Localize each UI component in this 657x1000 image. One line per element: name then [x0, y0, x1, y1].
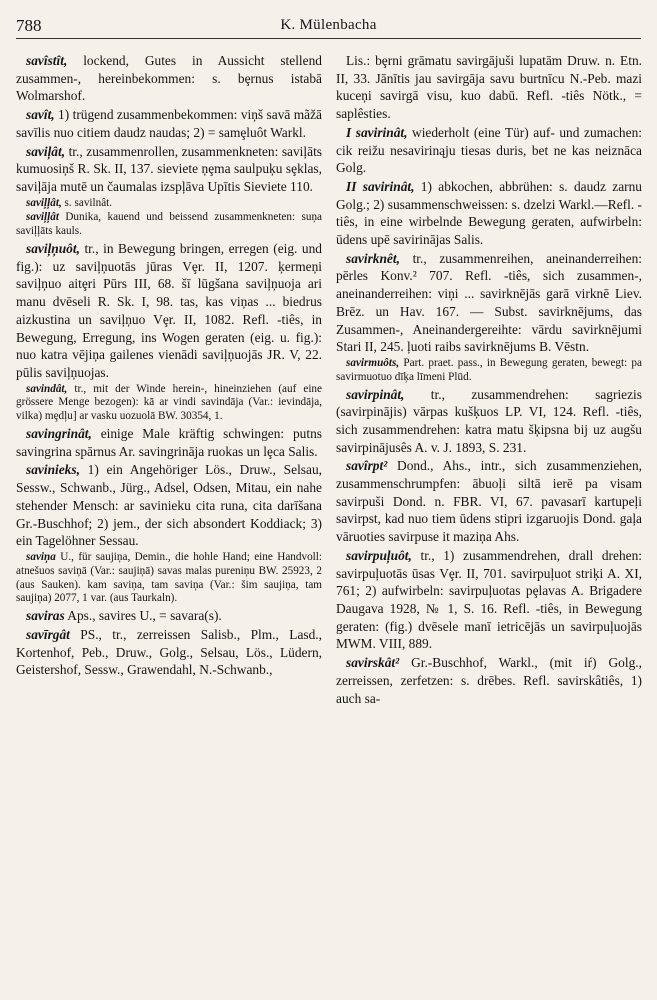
dictionary-entry — [336, 250, 642, 356]
running-head: K. Mülenbacha — [280, 17, 377, 33]
entry-definition: Lis.: bȩrni grāmatu savirgājuši lupatām Druw. n. Etn. II, 33. Jānītis jau savirgāja savu burtnīcu N.-Peb. mazi kuceņi savirgā visu, kuo dabū. Refl. -tiês Nötk., = saplêsties. — [336, 53, 642, 122]
entry-definition: tr., mit der Winde herein-, hineinziehen (auf eine grössere Menge bezogen): kā ar vindi savindāja (Var.: ievindāja, vilka) mȩdļu] ar vasku uozuolā BW. 30354, 1. — [16, 382, 322, 423]
entry-definition: tr., in Bewegung bringen, erregen (eig. und fig.): uz saviļņuotās jūras Vȩr. II, 1207. ķermeņi saviļņuo aitȩri Pūrs III, 68. šī lūgšana saviļņuoja ari manu dvēseli R. Sk. I, 98. tas, kas viņas ... biedrus aizkustina un saviļņuo Vȩr. II, 1082. Refl. -tiês, in Bewegung, Erregung, ins Wogen geraten (eig. u. fig.): nuo katra vējiņa gailenes vienādi saviļņuojās JR. V, 22. pūlis saviļņuojas. — [16, 241, 322, 380]
dictionary-entry — [16, 143, 322, 196]
entry-definition: Aps., savires U., = savara(s). — [64, 608, 222, 624]
dictionary-entry — [16, 607, 322, 625]
entry-definition: Gr.-Buschhof, Warkl., (mit iŕ) Golg., zerreissen, zerfetzen: s. drēbes. Refl. savirskâtiês, 1) auch sa- — [336, 655, 642, 706]
entry-headword: I savirinât, — [346, 124, 408, 140]
entry-headword: savirknêt, — [346, 250, 400, 266]
entry-definition: 1) trügend zusammenbekommen: viņš savā mãžā savīlis nuo citiem daudz naudas; 2) = samȩluôt Warkl. — [16, 107, 322, 140]
page-header — [16, 14, 641, 39]
entry-headword: savirpuļuôt, — [346, 547, 412, 563]
entry-headword: saviļļât, — [26, 196, 62, 209]
dictionary-entry — [336, 178, 642, 249]
entry-definition: tr., zusammendrehen: sagriezis (savirpinājis) vārpas kušķuos LP. VI, 124. Refl. -tiês, sich zusammendrehen: katra matu šķipsna bij uz augšu savirpinājusês A. v. J. 1893, S. 231. — [336, 386, 642, 455]
entry-headword: saviņa — [26, 550, 56, 563]
entry-definition: Part. praet. pass., in Bewegung geraten, bewegt: pa savirmuotuo dīķa līmeni Plūd. — [336, 356, 642, 383]
dictionary-entry — [16, 106, 322, 141]
entry-headword: savît, — [26, 107, 55, 123]
entry-headword: II savirinât, — [346, 178, 415, 194]
entry-headword: savinieks, — [26, 462, 80, 478]
entry-headword: savîrpt² — [346, 458, 388, 474]
entry-definition: PS., tr., zerreissen Salisb., Plm., Lasd., Kortenhof, Peb., Druw., Golg., Selsau, Lös., Lüdern, Geistershof, Sessw., Grawendahl, N.-Schwanb., — [16, 626, 322, 678]
entry-definition: tr., zusammenrollen, zusammenkneten: saviļāts kumuosiņš R. Sk. II, 137. sieviete ņȩma saulpuķu sȩklas, saviļāja mutē un čaumalas izspļāva Upītis Sieviete 110. — [16, 143, 322, 194]
entry-headword: savirskât² — [346, 655, 400, 671]
dictionary-entry — [336, 654, 642, 707]
entry-headword: savirmuôts, — [346, 356, 400, 369]
entry-headword: saviļņuôt, — [26, 241, 80, 257]
entry-definition: Dunika, kauend und beissend zusammenkneten: suņa saviļļāts kauls. — [16, 211, 322, 238]
entry-definition: tr., 1) zusammendrehen, drall drehen: savirpuļuotās ūsas Vȩr. II, 701. savirpuļuot striķi A. XI, 761; 2) aufwirbeln: savirpuļuotas pȩlavas A. Brigadere Daugava 1928, № 1, S. 16. Refl. -tiês, in Bewegung geraten: (fig.) dvēsele manī ietricējās un savirpuļuojās MWM. VIII, 889. — [336, 547, 642, 652]
entry-headword: savirpinât, — [346, 386, 405, 402]
entry-definition: s. savilnât. — [61, 196, 113, 209]
entry-headword: savingrinât, — [26, 426, 92, 442]
dictionary-entry — [16, 461, 322, 550]
entry-definition: 1) abkochen, abbrühen: s. daudz zarnu Golg.; 2) susammenschweissen: s. dzelzi Warkl.—Refl. -tiês, in eine wirbelnde Bewegung geraten, aufwirbeln: ūdens upē savirinājas Salis. — [336, 178, 642, 248]
page-number: 788 — [16, 16, 42, 35]
dictionary-entry — [16, 52, 322, 105]
dictionary-entry — [336, 124, 642, 177]
entry-definition: einige Male kräftig schwingen: putns savingrina spārnus Ar. savingrināja ruokas un lȩca Salis. — [16, 426, 322, 459]
dictionary-entry — [16, 425, 322, 460]
entry-definition: tr., zusammenreihen, aneinanderreihen: pērles Konv.² 707. Refl. -tiês, sich zusammen-, aneinanderreihen: viņi ... savirknējās garā virknē Liev. Brēz. un Hav. 167. — Subst. savirknējums, das Zusammen-, Aneinandergereihte: vārdu savirknējumi Stari II, 245. ļuoti raibs savirknējums B. Vēstn. — [336, 250, 642, 355]
dictionary-entry — [336, 457, 642, 546]
entry-definition: Dond., Ahs., intr., sich zusammenziehen, zusammenschrumpfen: ābuoļi siltā ierē pa visam savirpuši Dond. n. FBR. VI, 67. pavasarī kartupeļi savirpst, kad nuo tiem ūdens stipri izgaruojis Dond. gaļa vāruoties savirpuse it maziņa Ahs. — [336, 458, 642, 545]
entry-headword: saviras — [26, 608, 65, 624]
entry-definition: 1) ein Angehöriger Lös., Druw., Selsau, Sessw., Schwanb., Jürg., Adsel, Odsen, Mitau, ein nahe stehender Mensch: ar savinieku cita runa, cita darīšana Gr.-Buschhof; 2) jem., der sich absondert Koddiack; 3) ein Tagelöhner Sessau. — [16, 462, 322, 549]
entry-definition: U., für saujiņa, Demin., die hohle Hand; eine Handvoll: atnešuos saviņā (Var.: saujiņā) savas malas pureniņu BW. 25923, 2 (aus Sauken). kam saviņa, tam saviņa (Var.: šim saujiņa, tam saujiņa) 2077, 1 var. (aus Taurkaln). — [16, 550, 322, 605]
dictionary-entry — [16, 626, 322, 679]
dictionary-entry — [336, 386, 642, 457]
dictionary-entry — [336, 357, 642, 385]
entry-headword: saviļât, — [26, 143, 66, 159]
entry-headword: saviļļât — [26, 211, 59, 224]
dictionary-entry — [336, 52, 642, 123]
dictionary-entry — [336, 547, 642, 653]
entry-definition: wiederholt (eine Tür) auf- und zumachen: cik reižu nesavirinąju tiesas duris, bet ne kas neiznāca Golg. — [336, 124, 642, 176]
entry-headword: savîstît, — [26, 53, 68, 68]
dictionary-entry — [16, 383, 322, 424]
left-column — [16, 52, 322, 992]
right-column — [336, 52, 642, 992]
dictionary-entry — [16, 211, 322, 239]
dictionary-entry — [16, 197, 322, 211]
entry-headword: savīrgât — [26, 626, 70, 642]
dictionary-entry — [16, 551, 322, 606]
dictionary-entry — [16, 240, 322, 382]
entry-definition: lockend, Gutes in Aussicht stellend zusammen-, hereinbekommen: s. bȩrnus istabā Wolmarshof. — [16, 53, 322, 104]
entry-headword: savindât, — [26, 382, 68, 395]
